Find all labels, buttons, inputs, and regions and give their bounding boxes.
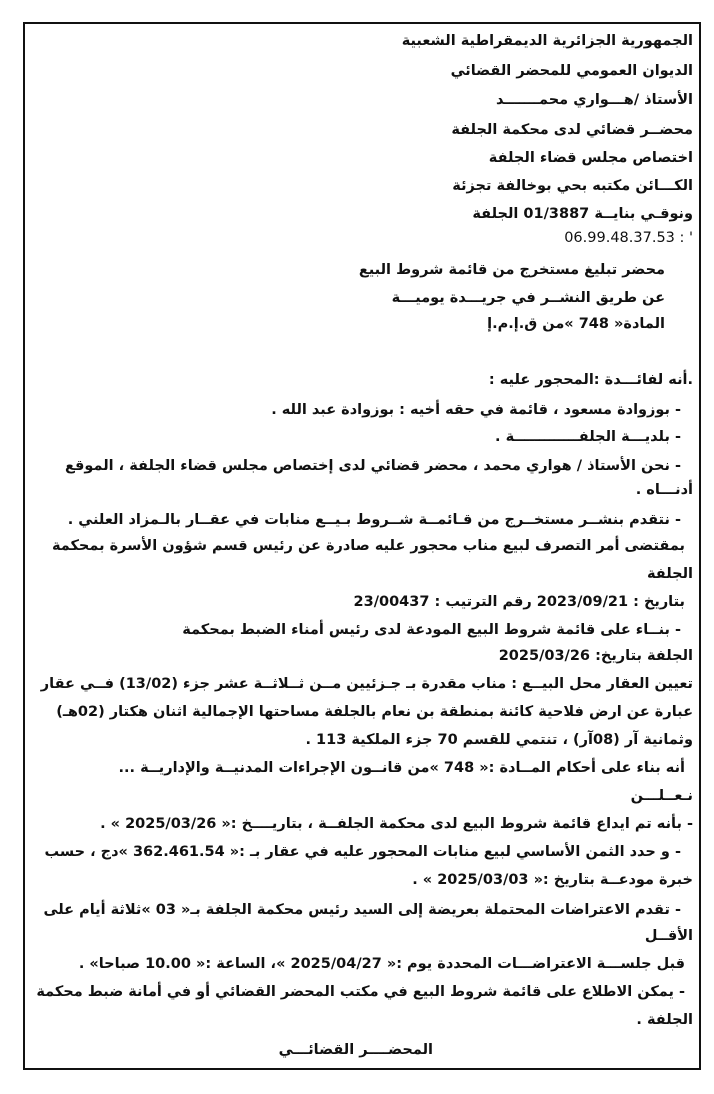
header-line-republic: الجمهورية الجزائرية الديمقراطية الشعبية: [401, 33, 693, 49]
body-base-price-end: خبرة مودعــة بتاريخ :« 2025/03/03 » .: [412, 872, 693, 888]
body-order-basis-end: الجلفة: [646, 566, 693, 582]
body-consultation-end: الجلفة .: [636, 1012, 693, 1028]
body-legal-basis: أنه بناء على أحكام المــادة :« 748 »من قانــون الإجراءات المدنيــة والإداريــة ...: [118, 760, 685, 776]
subject-line-title: محضر تبليغ مستخرج من قائمة شروط البيع: [358, 262, 665, 278]
body-beneficiary-heading: .أنه لفائـــدة :المحجور عليه :: [488, 372, 693, 388]
header-line-building: ونوقـي بنايــة 01/3887 الجلفة: [472, 206, 693, 222]
body-party-1: - بوزوادة مسعود ، قائمة في حقه أخيه : بوزوادة عبد الله .: [271, 402, 681, 418]
body-bailiff-statement: - نحن الأستاذ / هواري محمد ، محضر قضائي لدى إختصاص مجلس قضاء الجلفة ، الموقع: [65, 458, 681, 474]
signature-bailiff: المحضــــر القضائـــي: [278, 1042, 433, 1058]
body-objections-end: الأقــل: [644, 928, 693, 944]
header-line-bailiff-name: الأستاذ /هـــواري محمـــــــد: [495, 92, 693, 108]
body-announce: نـعــلـــن: [630, 788, 693, 804]
body-order-basis: بمقتضى أمر التصرف لبيع مناب محجور عليه صادرة عن رئيس قسم شؤون الأسرة بمحكمة: [51, 538, 685, 554]
header-line-office: الديوان العمومي للمحضر القضائي: [450, 63, 693, 79]
header-line-court: محضــر قضائي لدى محكمة الجلفة: [451, 122, 693, 138]
header-line-phone: ' : 06.99.48.37.53: [564, 230, 693, 246]
body-conditions-date: الجلفة بتاريخ: 2025/03/26: [498, 648, 693, 664]
header-line-jurisdiction: اختصاص مجلس قضاء الجلفة: [488, 150, 693, 166]
body-order-date: بتاريخ : 2023/09/21 رقم الترتيب : 23/00437: [353, 594, 685, 610]
body-bailiff-statement-end: أدنـــاه .: [635, 482, 693, 498]
subject-line-article: المادة« 748 »من ق.إ.م.إ: [487, 316, 665, 332]
body-property-line-3: وثمانية آر (08آر) ، تنتمي للقسم 70 جزء الملكية 113 .: [305, 732, 693, 748]
body-party-2: - بلديـــة الجلفـــــــــــــة .: [495, 429, 681, 445]
body-consultation: - يمكن الاطلاع على قائمة شروط البيع في مكتب المحضر القضائي أو في أمانة ضبط محكمة: [36, 984, 685, 1000]
body-property-line-2: عبارة عن ارض فلاحية كائنة بمنطقة بن نعام بالجلفة مساحتها الإجمالية اثنان هكتار (02هـ): [56, 704, 693, 720]
body-hearing: قبل جلســـة الاعتراضـــات المحددة يوم :« 2025/04/27 »، الساعة :« 10.00 صباحا» .: [78, 956, 685, 972]
header-line-address: الكـــائن مكتبه بحي بوخالفة تجزئة: [452, 178, 693, 194]
body-filing-date: - بأنه تم ايداع قائمة شروط البيع لدى محكمة الجلفــة ، بتاريــــخ :« 2025/03/26 » .: [100, 816, 693, 832]
body-conditions-filed: - بنــاء على قائمة شروط البيع المودعة لدى رئيس أمناء الضبط بمحكمة: [182, 622, 681, 638]
body-publication-statement: - نتقدم بنشــر مستخــرج من قـائمــة شــروط بـيــع منابات في عقــار بالـمزاد العلني .: [67, 512, 681, 528]
body-property-line-1: تعيين العقار محل البيــع : مناب مقدرة بـ جـزئيين مــن ثــلاثــة عشر جزء (13/02) فــي عقار: [40, 676, 693, 692]
subject-line-publication: عن طريق النشــر في جريـــدة يوميـــة: [391, 290, 665, 306]
body-objections: - تقدم الاعتراضات المحتملة بعريضة إلى السيد رئيس محكمة الجلفة بـ« 03 »ثلاثة أيام على: [43, 902, 681, 918]
body-base-price: - و حدد الثمن الأساسي لبيع منابات المحجور عليه في عقار بـ :« 362.461.54 »دج ، حسب: [44, 844, 681, 860]
